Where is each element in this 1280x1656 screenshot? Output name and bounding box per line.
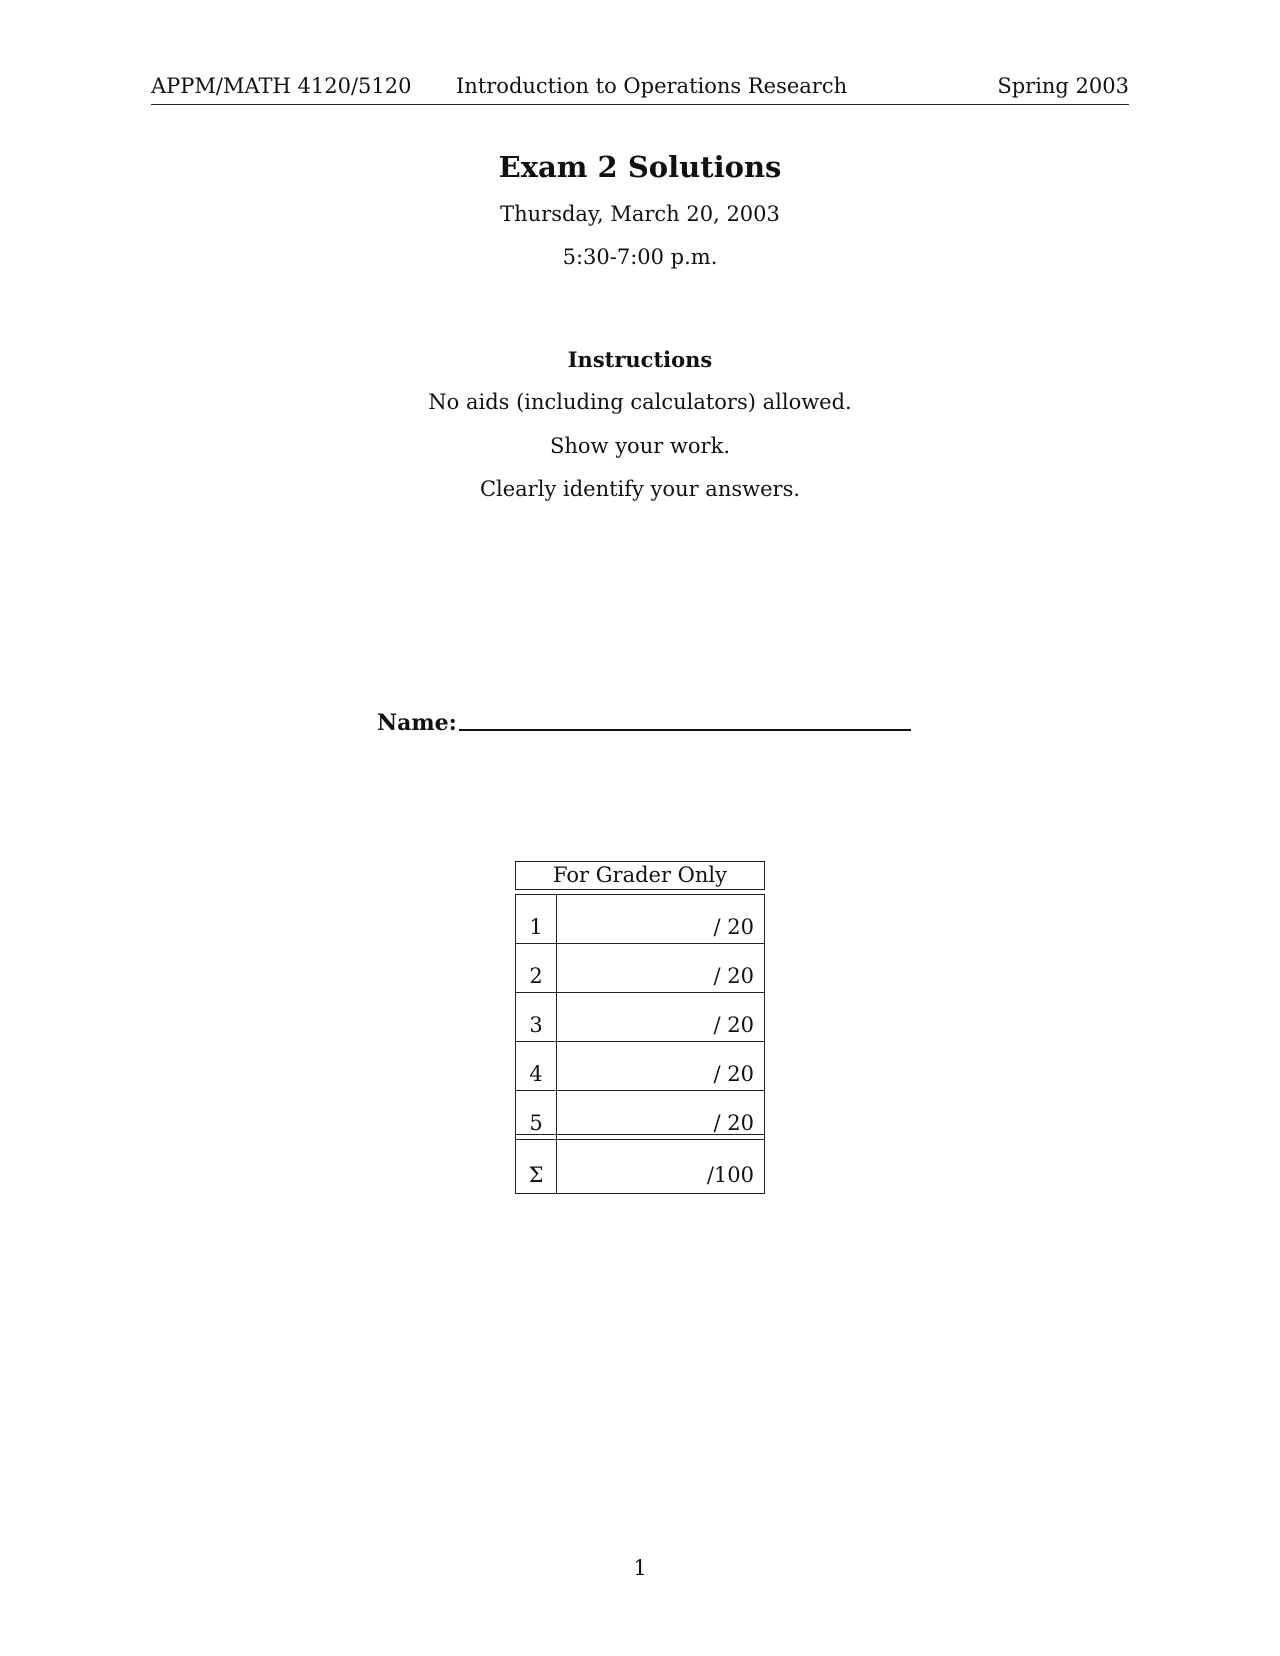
name-label: Name: bbox=[377, 710, 457, 736]
running-header bbox=[151, 74, 1129, 105]
total-score: /100 bbox=[557, 1135, 765, 1194]
page-number: 1 bbox=[633, 1556, 647, 1580]
instruction-line: No aids (including calculators) allowed. bbox=[428, 390, 852, 414]
course-code: APPM/MATH 4120/5120 bbox=[151, 74, 412, 98]
instructions-heading: Instructions bbox=[567, 347, 713, 372]
course-title: Introduction to Operations Research bbox=[456, 74, 848, 98]
term: Spring 2003 bbox=[997, 74, 1129, 98]
name-field-row bbox=[377, 706, 911, 736]
problem-number: 4 bbox=[516, 1042, 557, 1091]
problem-number: 3 bbox=[516, 993, 557, 1042]
problem-score: / 20 bbox=[557, 944, 765, 993]
table-row bbox=[516, 1042, 765, 1091]
table-row bbox=[516, 944, 765, 993]
problem-score: / 20 bbox=[557, 993, 765, 1042]
table-row bbox=[516, 993, 765, 1042]
name-blank-line[interactable] bbox=[459, 729, 911, 731]
table-row bbox=[516, 895, 765, 944]
grader-total-table bbox=[515, 1134, 765, 1194]
table-row bbox=[516, 1091, 765, 1140]
exam-time: 5:30-7:00 p.m. bbox=[562, 245, 718, 269]
problem-number: 5 bbox=[516, 1091, 557, 1140]
problem-number: 1 bbox=[516, 895, 557, 944]
sum-symbol: Σ bbox=[516, 1135, 557, 1194]
exam-title: Exam 2 Solutions bbox=[498, 150, 782, 184]
problem-score: / 20 bbox=[557, 1042, 765, 1091]
problem-number: 2 bbox=[516, 944, 557, 993]
exam-date: Thursday, March 20, 2003 bbox=[500, 202, 780, 226]
instruction-line: Clearly identify your answers. bbox=[479, 477, 801, 501]
problem-score: / 20 bbox=[557, 1091, 765, 1140]
grader-heading: For Grader Only bbox=[515, 861, 765, 890]
problem-score: / 20 bbox=[557, 895, 765, 944]
total-row bbox=[516, 1135, 765, 1194]
grader-score-table bbox=[515, 894, 765, 1140]
instruction-line: Show your work. bbox=[549, 434, 730, 458]
